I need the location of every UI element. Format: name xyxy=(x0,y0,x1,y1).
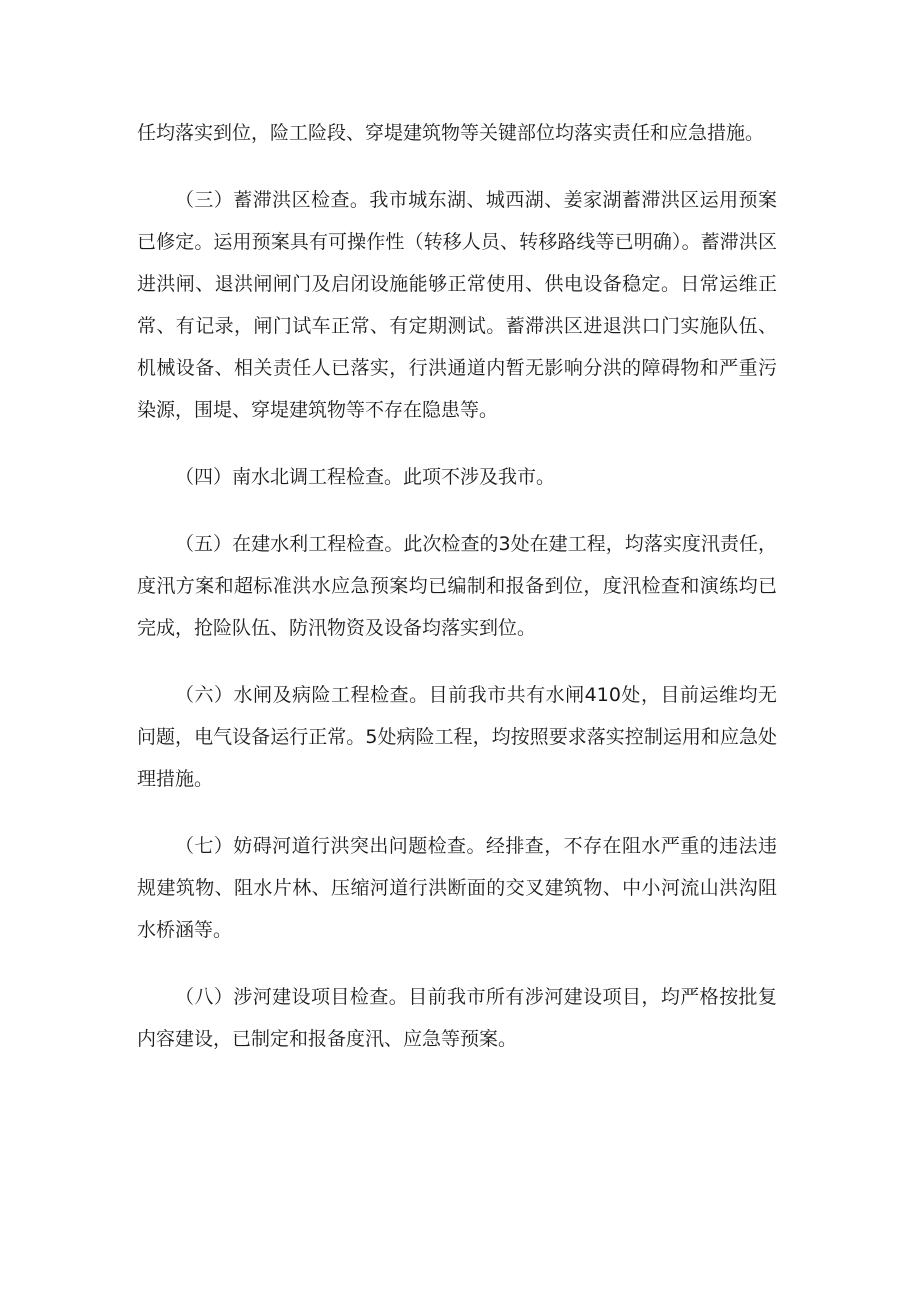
paragraph-flood-storage-check: （三）蓄滞洪区检查。我市城东湖、城西湖、姜家湖蓄滞洪区运用预案已修定。运用预案具有可操作性（转移人员、转移路线等已明确）。蓄滞洪区进洪闸、退洪闸闸门及启闭设施能够正常使用、供电设备稳定。日常运维正常、有记录，闸门试车正常、有定期测试。蓄滞洪区进退洪口门实施队伍、机械设备、相关责任人已落实，行洪通道内暂无影响分洪的障碍物和严重污染源，围堤、穿堤建筑物等不存在隐患等。 xyxy=(137,189,777,421)
paragraph-sluice-gates-check: （六）水闸及病险工程检查。目前我市共有水闸410处，目前运维均无问题，电气设备运行正常。5处病险工程，均按照要求落实控制运用和应急处理措施。 xyxy=(137,684,777,790)
document-body xyxy=(137,112,777,1060)
paragraph-river-obstruction-check: （七）妨碍河道行洪突出问题检查。经排查，不存在阻水严重的违法违规建筑物、阻水片林、压缩河道行洪断面的交叉建筑物、中小河流山洪沟阻水桥涵等。 xyxy=(137,835,777,941)
paragraph-river-projects-check: （八）涉河建设项目检查。目前我市所有涉河建设项目，均严格按批复内容建设，已制定和报备度汛、应急等预案。 xyxy=(137,986,777,1050)
paragraph-construction-projects-check: （五）在建水利工程检查。此次检查的3处在建工程，均落实度汛责任，度汛方案和超标准洪水应急预案均已编制和报备到位，度汛检查和演练均已完成，抢险队伍、防汛物资及设备均落实到位。 xyxy=(137,533,777,639)
paragraph-continuation: 任均落实到位，险工险段、穿堤建筑物等关键部位均落实责任和应急措施。 xyxy=(137,122,765,144)
paragraph-south-north-water-check: （四）南水北调工程检查。此项不涉及我市。 xyxy=(175,466,556,488)
